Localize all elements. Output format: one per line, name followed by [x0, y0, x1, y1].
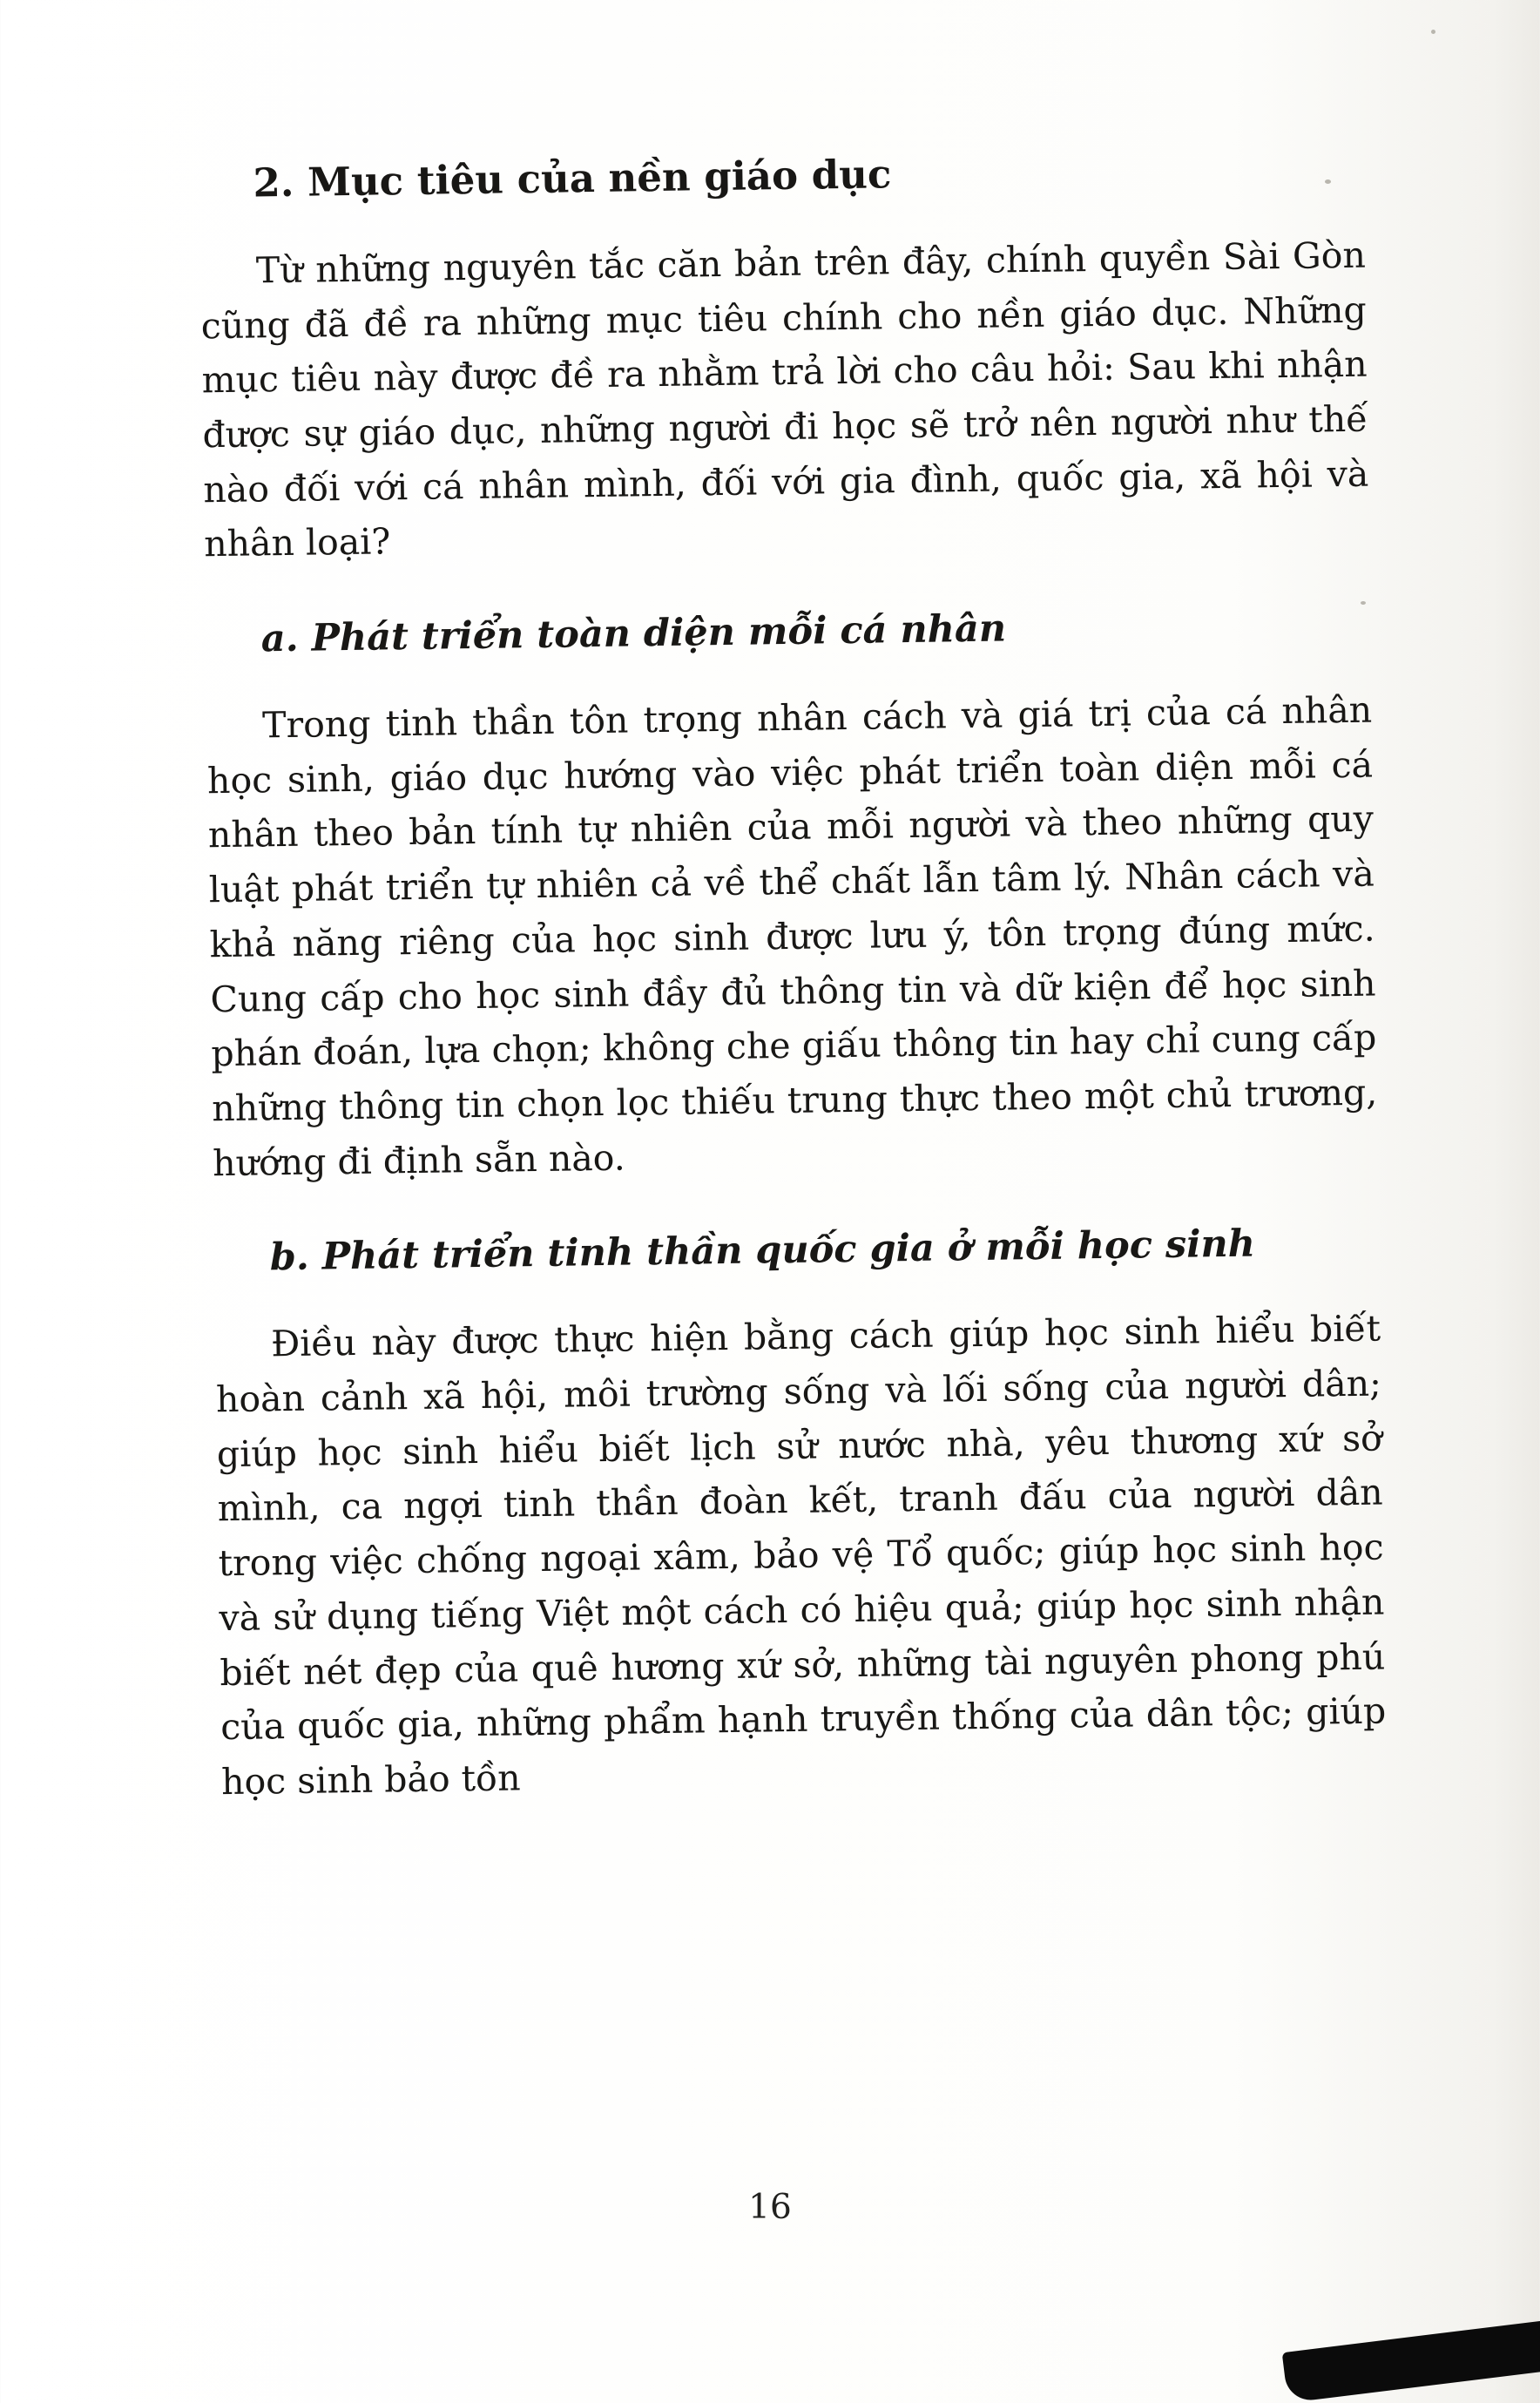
scan-corner-shadow — [1282, 2318, 1540, 2403]
page-content — [199, 139, 1388, 1850]
scan-speckle — [1431, 30, 1435, 34]
subsection-b-title: b. Phát triển tinh thần quốc gia ở mỗi học sinh — [269, 1222, 1256, 1280]
section-heading: 2. Mục tiêu của nền giáo dục — [253, 151, 892, 206]
scan-speckle — [1361, 601, 1366, 605]
scan-speckle — [1325, 179, 1331, 184]
subsection-a-title: a. Phát triển toàn diện mỗi cá nhân — [260, 606, 1007, 661]
paragraph-intro: Từ những nguyên tắc căn bản trên đây, chính quyền Sài Gòn cũng đã đề ra những mục tiêu chính cho nền giáo dục. Những mục tiêu này được đề ra nhằm trả lời cho câu hỏi: Sau khi nhận được sự giáo dục, những người đi học sẽ trở nên người như thế nào đối với cá nhân mình, đối với gia đình, quốc gia, xã hội và nhân loại? — [200, 234, 1369, 565]
page-number: 16 — [748, 2188, 792, 2227]
paragraph-section-b: Điều này được thực hiện bằng cách giúp học sinh hiểu biết hoàn cảnh xã hội, môi trường sống và lối sống của người dân; giúp học sinh hiểu biết lịch sử nước nhà, yêu thương xứ sở mình, ca ngợi tinh thần đoàn kết, tranh đấu của người dân trong việc chống ngoại xâm, bảo vệ Tổ quốc; giúp học sinh học và sử dụng tiếng Việt một cách có hiệu quả; giúp học sinh nhận biết nét đẹp của quê hương xứ sở, những tài nguyên phong phú của quốc gia, những phẩm hạnh truyền thống của dân tộc; giúp học sinh bảo tồn — [215, 1307, 1387, 1804]
paragraph-section-a: Trong tinh thần tôn trọng nhân cách và giá trị của cá nhân học sinh, giáo dục hướng vào việc phát triển toàn diện mỗi cá nhân theo bản tính tự nhiên của mỗi người và theo những quy luật phát triển tự nhiên cả về thể chất lẫn tâm lý. Nhân cách và khả năng riêng của học sinh được lưu ý, tôn trọng đúng mức. Cung cấp cho học sinh đầy đủ thông tin và dữ kiện để học sinh phán đoán, lựa chọn; không che giấu thông tin hay chỉ cung cấp những thông tin chọn lọc thiếu trung thực theo một chủ trương, hướng đi định sẵn nào. — [206, 688, 1378, 1184]
